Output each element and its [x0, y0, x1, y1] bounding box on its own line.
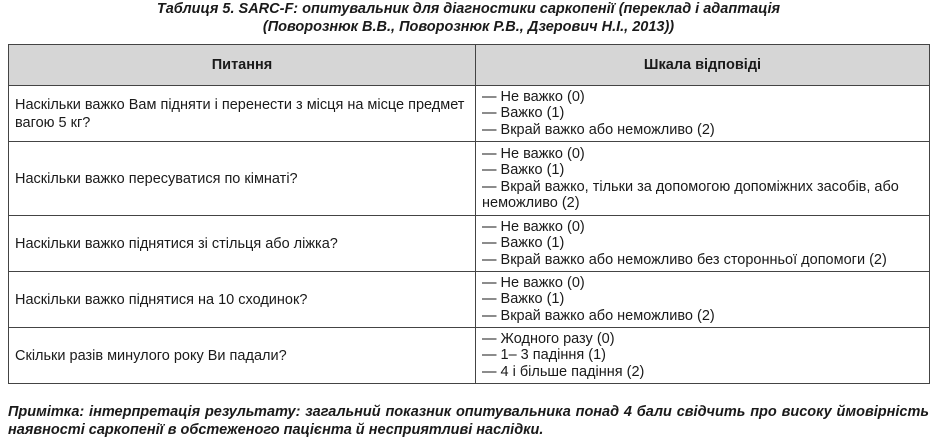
answer-option: — Важко (1) [482, 291, 565, 308]
answer-option: — Вкрай важко або неможливо (2) [482, 307, 715, 324]
table-row [9, 86, 930, 142]
question-cell: Наскільки важко пересуватися по кімнаті? [9, 142, 476, 216]
column-header-question: Питання [9, 45, 476, 86]
caption-line-2: (Поворознюк В.В., Поворознюк Р.В., Дзерович Н.І., 2013)) [262, 19, 675, 35]
sarc-f-table [8, 44, 930, 384]
column-header-scale: Шкала відповіді [476, 45, 930, 86]
answer-option: — 1– 3 падіння (1) [482, 347, 606, 364]
answer-scale-cell [476, 216, 930, 272]
answer-scale-cell [476, 328, 930, 384]
question-cell: Наскільки важко піднятися зі стільця або ліжка? [9, 216, 476, 272]
table-row [9, 328, 930, 384]
answer-option: — 4 і більше падіння (2) [482, 363, 645, 380]
table-caption [0, 0, 937, 36]
answer-option: — Жодного разу (0) [482, 330, 615, 347]
caption-line-1: Таблиця 5. SARC-F: опитувальник для діагностики саркопенії (переклад і адаптація [156, 1, 781, 17]
answer-scale-cell [476, 272, 930, 328]
table-row [9, 216, 930, 272]
answer-option: — Не важко (0) [482, 88, 585, 105]
table-header-row [9, 45, 930, 86]
answer-scale-cell [476, 142, 930, 216]
question-cell: Наскільки важко піднятися на 10 сходинок? [9, 272, 476, 328]
answer-option: — Важко (1) [482, 235, 565, 252]
answer-option: — Вкрай важко або неможливо (2) [482, 121, 715, 138]
answer-option: — Не важко (0) [482, 145, 585, 162]
table-row [9, 272, 930, 328]
answer-option: — Не важко (0) [482, 274, 585, 291]
question-cell: Наскільки важко Вам підняти і перенести з місця на місце предмет вагою 5 кг? [9, 86, 476, 142]
answer-option: — Вкрай важко або неможливо без сторонньої допомоги (2) [482, 251, 887, 268]
table-row [9, 142, 930, 216]
interpretation-note: Примітка: інтерпретація результату: загальний показник опитувальника понад 4 бали свідчить про високу ймовірність наявності саркопенії в обстеженого пацієнта й несприятливі наслідки. [8, 404, 929, 438]
answer-option: — Вкрай важко, тільки за допомогою допоміжних засобів, або неможливо (2) [482, 178, 899, 211]
answer-scale-cell [476, 86, 930, 142]
answer-option: — Важко (1) [482, 162, 565, 178]
answer-option: — Важко (1) [482, 105, 565, 122]
question-cell: Скільки разів минулого року Ви падали? [9, 328, 476, 384]
answer-option: — Не важко (0) [482, 218, 585, 235]
